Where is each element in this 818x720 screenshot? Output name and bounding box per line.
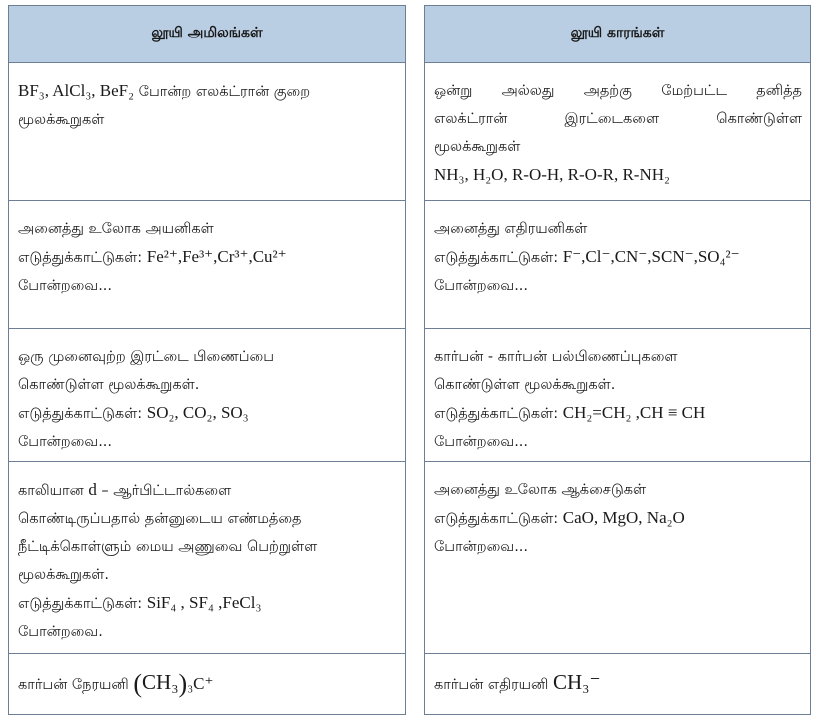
lewis-acids-header: லூயி அமிலங்கள் — [9, 6, 405, 63]
carbocation-formula: CH₃ — [142, 670, 179, 694]
base-formulas: NH₃, H₂O, R-O-H, R-O-R, R-NH₂ — [434, 165, 670, 184]
lewis-bases-column — [424, 5, 811, 715]
lewis-acids-row-4 — [9, 462, 405, 654]
row-text: போன்றவை... — [434, 539, 529, 555]
example-label: எடுத்துக்காட்டுகள்: — [434, 511, 563, 527]
acid-desc-line2: மூலக்கூறுகள் — [18, 112, 105, 128]
acid-desc: போன்ற எலக்ட்ரான் குறை — [134, 84, 311, 100]
acid-formulas: BF₃, AlCl₃, BeF₂ — [18, 81, 135, 100]
example-formulas: CH₂=CH₂ ,CH ≡ CH — [562, 403, 706, 422]
row-text: கொண்டுள்ள மூலக்கூறுகள். — [434, 377, 616, 393]
carbanion-formula: CH₃⁻ — [552, 670, 601, 694]
example-label: எடுத்துக்காட்டுகள்: — [434, 406, 563, 422]
row-text: போன்றவை... — [434, 278, 529, 294]
subscript: ₃ — [187, 674, 194, 693]
lewis-bases-row-3 — [425, 329, 810, 462]
row-text: கொண்டிருப்பதால் தன்னுடைய எண்மத்தை — [18, 511, 302, 527]
example-label: எடுத்துக்காட்டுகள்: — [18, 596, 147, 612]
row-text: போன்றவை. — [18, 624, 103, 640]
lewis-acids-row-3 — [9, 329, 405, 462]
row-text: அனைத்து உலோக அயனிகள் — [18, 221, 214, 237]
open-paren: ( — [133, 669, 143, 698]
row-text: அனைத்து எதிரயனிகள் — [434, 221, 588, 237]
row-text: ஒரு முனைவுற்ற இரட்டை பிணைப்பை — [18, 349, 275, 365]
example-formulas: CaO, MgO, Na₂O — [562, 508, 685, 527]
row-text: போன்றவை... — [18, 434, 113, 450]
row-text: கார்பன் எதிரயனி — [434, 677, 553, 693]
row-text: போன்றவை... — [434, 434, 529, 450]
row-text: காலியான — [18, 483, 89, 499]
example-formulas: SO₂, CO₂, SO₃ — [146, 403, 249, 422]
example-label: எடுத்துக்காட்டுகள்: — [434, 250, 563, 266]
carbocation-ion: C⁺ — [193, 674, 214, 693]
row-text: எலக்ட்ரான் இரட்டைகளை கொண்டுள்ள — [434, 111, 802, 127]
example-formulas: Fe²⁺,Fe³⁺,Cr³⁺,Cu²⁺ — [146, 247, 287, 266]
lewis-acids-row-5 — [9, 654, 405, 714]
row-text: ஒன்று அல்லது அதற்கு மேற்பட்ட தனித்த — [434, 83, 802, 99]
lewis-bases-row-4 — [425, 462, 810, 654]
row-text: அனைத்து உலோக ஆக்சைடுகள் — [434, 482, 647, 498]
example-label: எடுத்துக்காட்டுகள்: — [18, 250, 147, 266]
row-text: கார்பன் - கார்பன் பல்பிணைப்புகளை — [434, 349, 678, 365]
row-text: நீட்டிக்கொள்ளும் மைய அணுவை பெற்றுள்ள — [18, 539, 318, 555]
row-text: – ஆர்பிட்டால்களை — [96, 483, 232, 499]
row-text: மூலக்கூறுகள். — [18, 567, 110, 583]
lewis-bases-row-1 — [425, 63, 810, 201]
example-formulas: F⁻,Cl⁻,CN⁻,SCN⁻,SO₄²⁻ — [562, 247, 740, 266]
lewis-bases-header: லூயி காரங்கள் — [425, 6, 810, 63]
lewis-bases-row-5 — [425, 654, 810, 714]
lewis-bases-row-2 — [425, 201, 810, 329]
lewis-acids-row-2 — [9, 201, 405, 329]
example-formulas: SiF₄ , SF₄ ,FeCl₃ — [146, 593, 262, 612]
lewis-acids-row-1 — [9, 63, 405, 201]
row-text: கார்பன் நேரயனி — [18, 677, 134, 693]
row-text: போன்றவை... — [18, 278, 113, 294]
row-text: கொண்டுள்ள மூலக்கூறுகள். — [18, 377, 200, 393]
d-orbital-symbol: d — [88, 480, 97, 499]
example-label: எடுத்துக்காட்டுகள்: — [18, 406, 147, 422]
lewis-acids-column — [8, 5, 406, 715]
row-text: மூலக்கூறுகள் — [434, 139, 521, 155]
close-paren: ) — [178, 669, 188, 698]
